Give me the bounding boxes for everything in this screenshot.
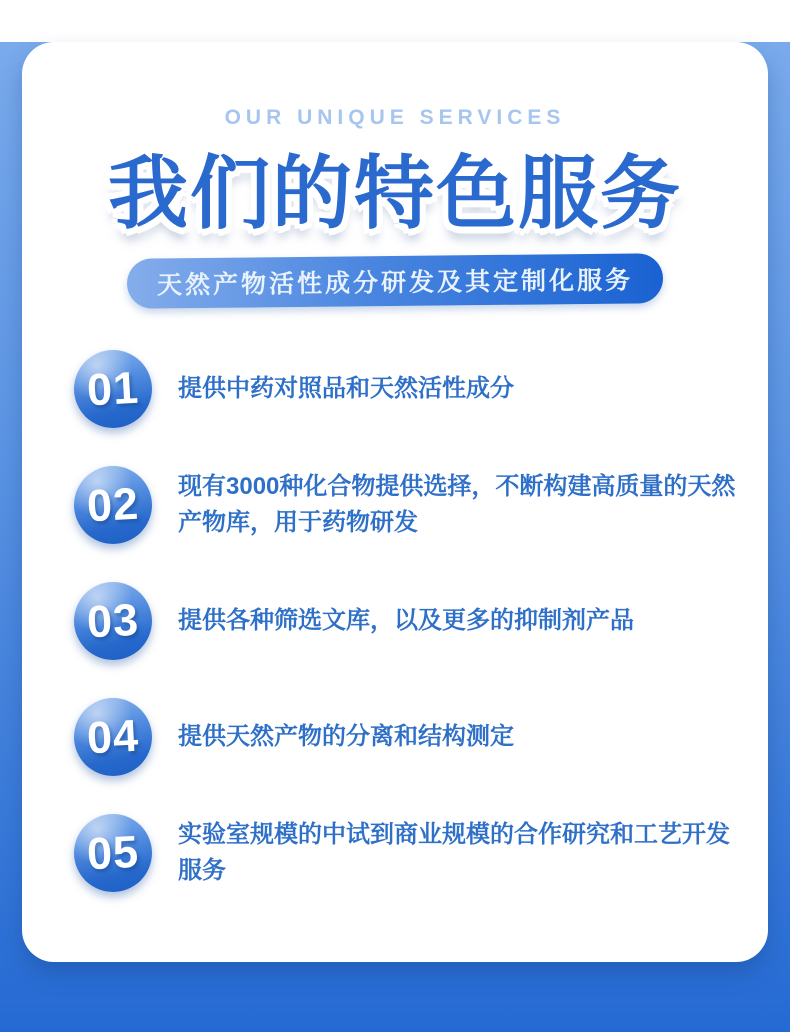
service-description: 提供中药对照品和天然活性成分	[178, 375, 514, 402]
service-number: 02	[85, 477, 141, 532]
page-title: 我们的特色服务	[108, 149, 682, 238]
service-description: 提供天然产物的分离和结构测定	[178, 723, 514, 750]
service-number-badge	[74, 466, 152, 544]
service-number-badge	[74, 698, 152, 776]
service-description: 实验室规模的中试到商业规模的合作研究和工艺开发服务	[178, 821, 730, 884]
service-description: 现有3000种化合物提供选择，不断构建高质量的天然产物库，用于药物研发	[178, 473, 736, 536]
service-row	[74, 350, 768, 428]
service-number-badge	[74, 814, 152, 892]
service-row	[74, 582, 768, 660]
services-card	[22, 42, 768, 962]
service-number: 05	[85, 825, 141, 880]
service-number-badge	[74, 350, 152, 428]
service-description: 提供各种筛选文库，以及更多的抑制剂产品	[178, 607, 634, 634]
service-number: 01	[85, 361, 141, 416]
service-number: 03	[85, 593, 141, 648]
service-number-badge	[74, 582, 152, 660]
service-row	[74, 814, 768, 892]
service-row	[74, 466, 768, 544]
services-list	[74, 350, 768, 892]
page-background	[0, 42, 790, 1032]
service-row	[74, 698, 768, 776]
section-eyebrow: OUR UNIQUE SERVICES	[224, 106, 566, 129]
service-number: 04	[85, 709, 141, 764]
subtitle-text: 天然产物活性成分研发及其定制化服务	[156, 266, 634, 300]
subtitle-ribbon	[127, 253, 664, 309]
